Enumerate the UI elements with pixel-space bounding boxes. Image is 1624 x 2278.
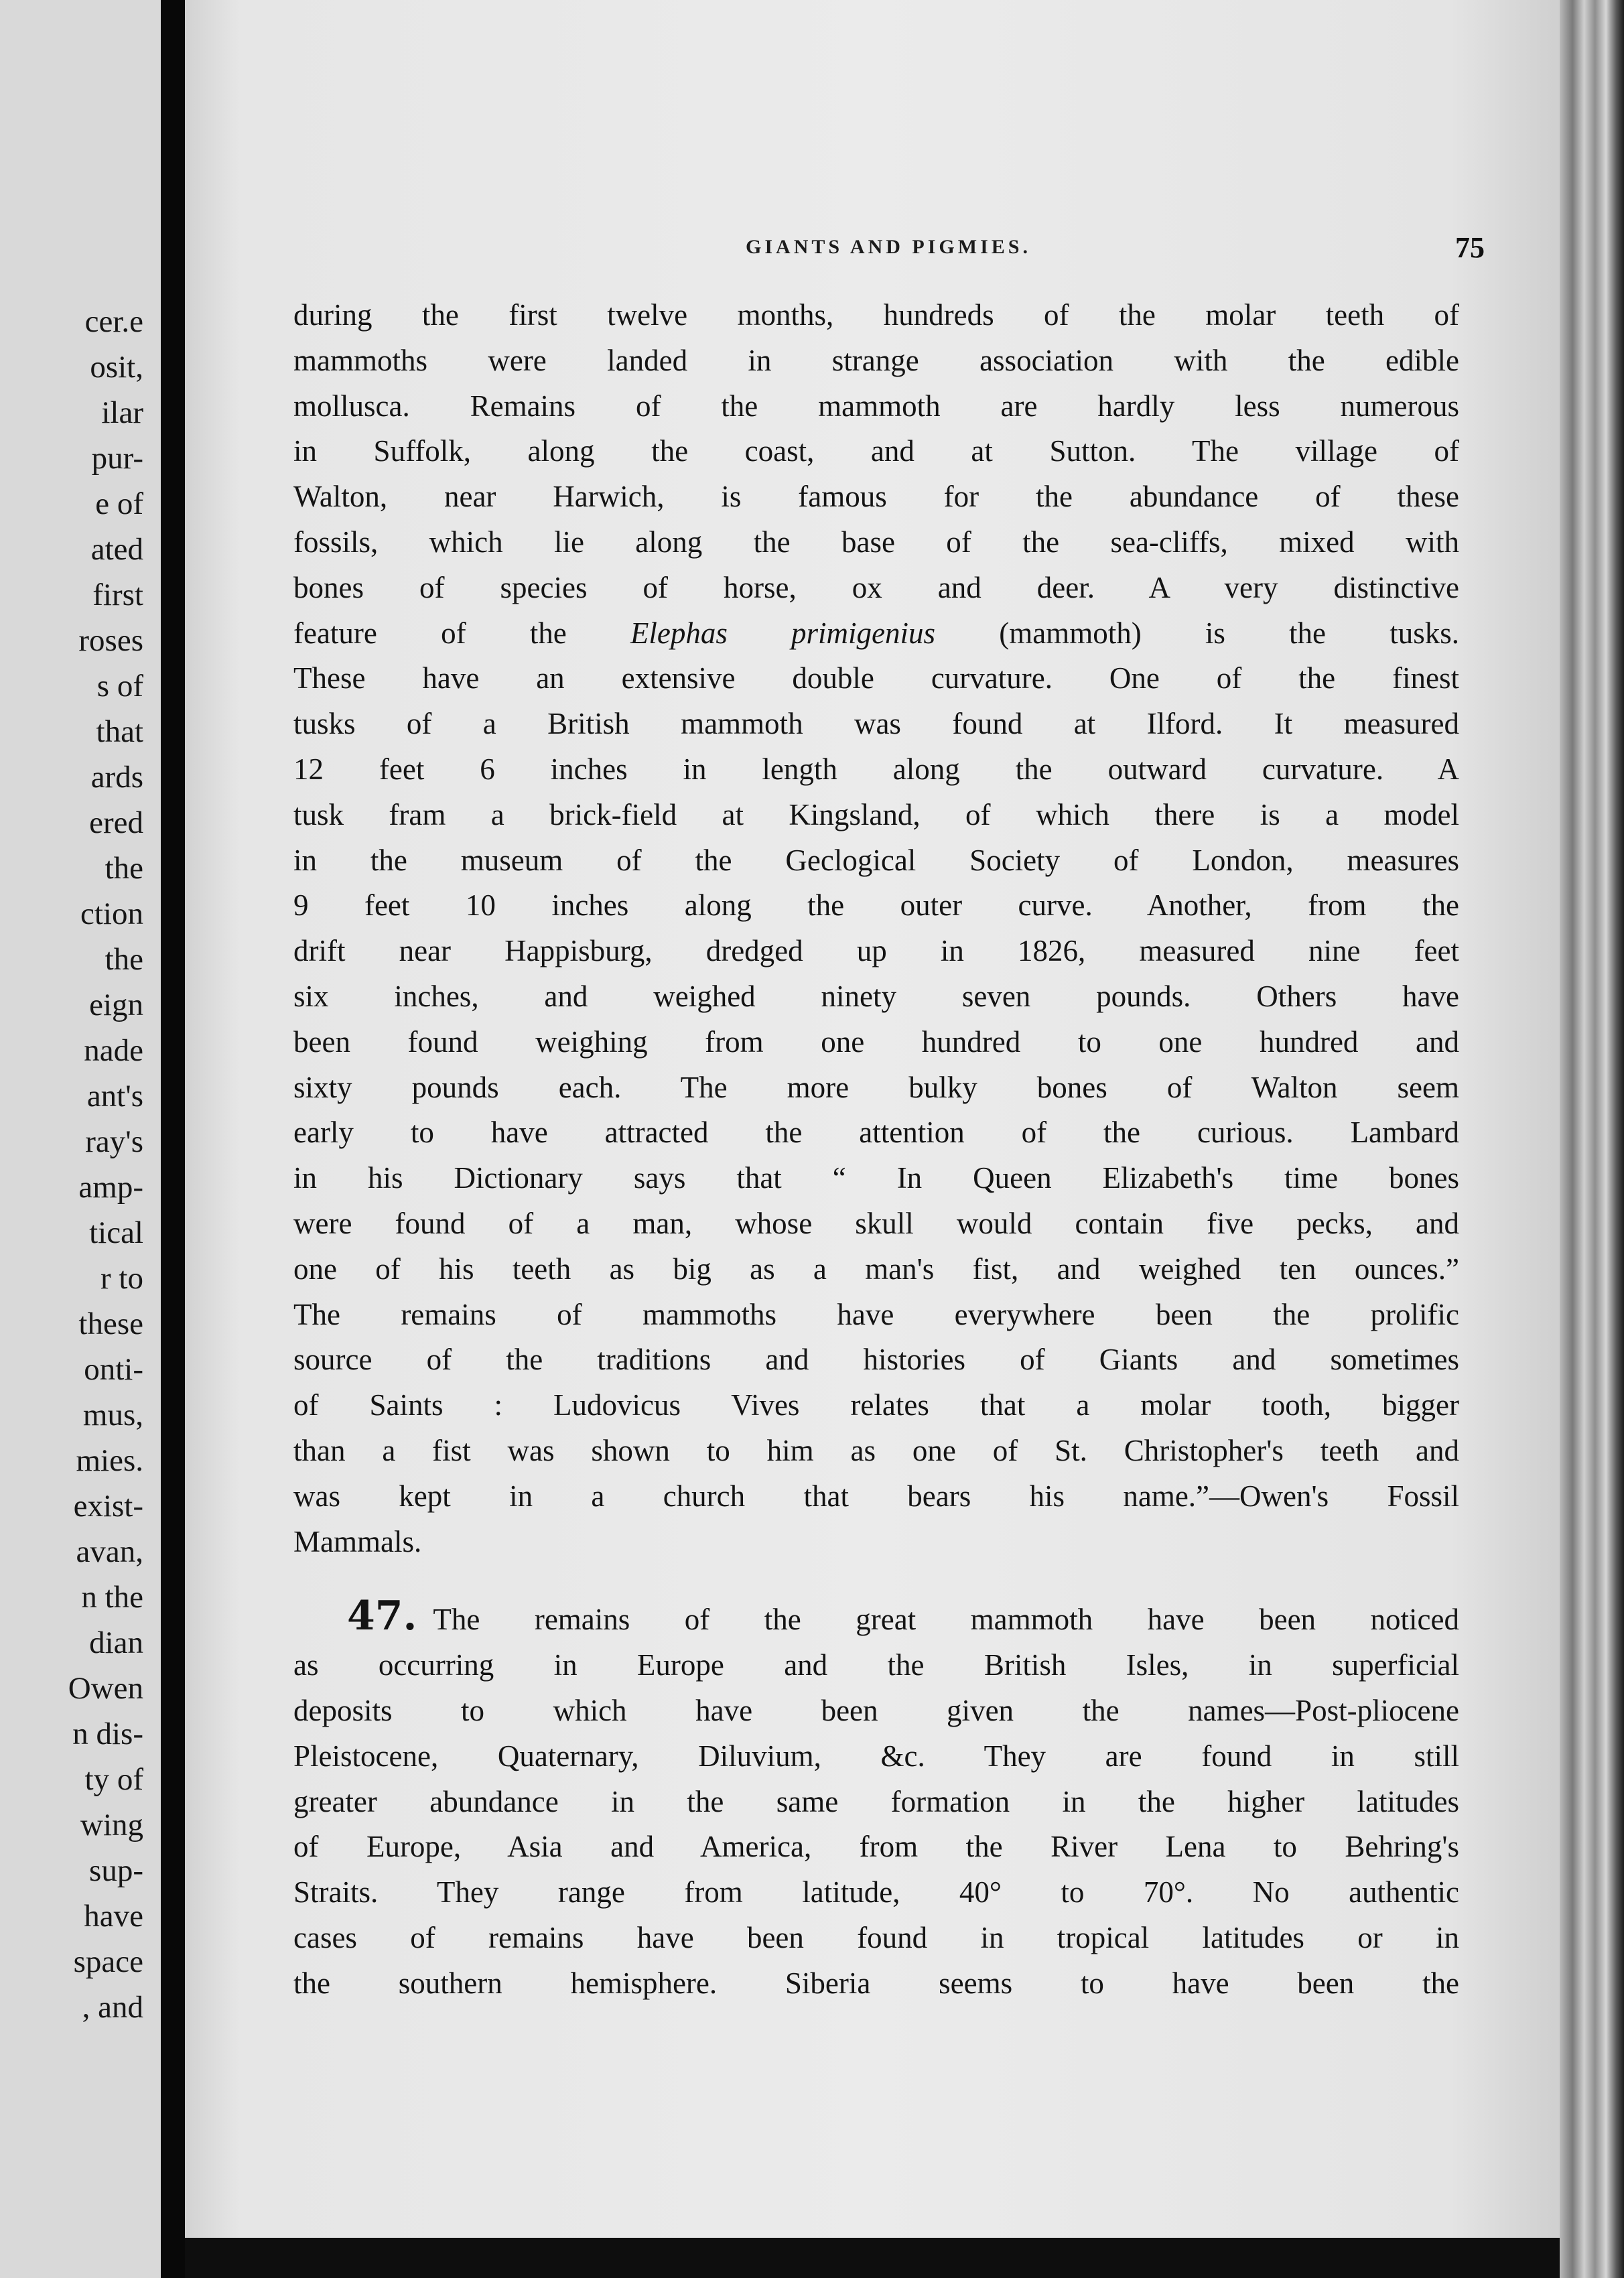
facing-page-fragment-line: the xyxy=(105,942,143,977)
text-line: were found of a man, whose skull would contain five pecks, and xyxy=(293,1206,1459,1240)
text-line: of Europe, Asia and America, from the River Lena to Behring's xyxy=(293,1830,1459,1864)
text-line: sixty pounds each. The more bulky bones of Walton seem xyxy=(293,1070,1459,1104)
facing-page-fragment xyxy=(0,0,161,2278)
scan-border xyxy=(185,2238,1560,2278)
facing-page-fragment-line: roses xyxy=(78,623,143,658)
italic-species-name: Elephas primigenius xyxy=(630,616,936,650)
facing-page-fragment-line: avan, xyxy=(76,1534,143,1569)
text-line: greater abundance in the same formation in the higher latitudes xyxy=(293,1784,1459,1818)
section-number: 47. xyxy=(347,1593,417,1640)
facing-page-fragment-line: ray's xyxy=(85,1124,143,1159)
page-number: 75 xyxy=(1455,231,1485,264)
facing-page-fragment-line: , and xyxy=(82,1990,143,2025)
text-line: tusk fram a brick-field at Kingsland, of which there is a model xyxy=(293,797,1459,831)
facing-page-fragment-line: amp- xyxy=(78,1170,143,1205)
text-line: Straits. They range from latitude, 40° to 70°. No authentic xyxy=(293,1875,1459,1910)
facing-page-fragment-line: dian xyxy=(89,1625,143,1660)
text-line: drift near Happisburg, dredged up in 1826, measured nine feet xyxy=(293,934,1459,968)
text-line: the southern hemisphere. Siberia seems to have been the xyxy=(293,1966,1459,2000)
text-line: source of the traditions and histories of Giants and sometimes xyxy=(293,1343,1459,1377)
facing-page-fragment-line: ty of xyxy=(84,1762,143,1797)
facing-page-fragment-line: s of xyxy=(96,669,143,704)
facing-page-fragment-line: Owen xyxy=(68,1671,143,1706)
facing-page-fragment-line: n the xyxy=(81,1580,143,1615)
book-page xyxy=(185,0,1560,2238)
facing-page-fragment-line: wing xyxy=(80,1808,143,1842)
text-line: feature of the Elephas primigenius (mammoth) is the tusks. xyxy=(293,616,1459,650)
text-line: of Saints : Ludovicus Vives relates that a molar tooth, bigger xyxy=(293,1388,1459,1422)
text-line: been found weighing from one hundred to one hundred and xyxy=(293,1024,1459,1059)
facing-page-fragment-line: onti- xyxy=(84,1352,143,1387)
text-line: tusks of a British mammoth was found at Ilford. It measured xyxy=(293,707,1459,741)
facing-page-fragment-line: ilar xyxy=(101,395,143,430)
section-first-line: 47. The remains of the great mammoth have been noticed xyxy=(347,1593,1459,1640)
facing-page-fragment-line: tical xyxy=(89,1215,143,1250)
body-text xyxy=(293,293,1459,2006)
facing-page-line-ends xyxy=(68,299,143,2030)
facing-page-fragment-line: ction xyxy=(80,896,143,931)
text-line: These have an extensive double curvature. One of the finest xyxy=(293,661,1459,695)
facing-page-fragment-line: r to xyxy=(100,1261,143,1296)
facing-page-fragment-line: ated xyxy=(90,532,143,567)
paragraph-1-part-b xyxy=(293,656,1459,1519)
running-title: GIANTS AND PIGMIES. xyxy=(746,236,1031,258)
text-line: as occurring in Europe and the British Isles, in superficial xyxy=(293,1648,1459,1682)
text-line: 9 feet 10 inches along the outer curve. Another, from the xyxy=(293,888,1459,923)
facing-page-fragment-line: that xyxy=(96,714,143,749)
paragraph-2 xyxy=(293,1643,1459,2006)
facing-page-fragment-line: ered xyxy=(89,805,143,840)
text-line: Mammals. xyxy=(293,1524,422,1558)
text-line: Pleistocene, Quaternary, Diluvium, &c. They are found in still xyxy=(293,1739,1459,1773)
facing-page-fragment-line: cer.e xyxy=(84,304,143,339)
text-line: fossils, which lie along the base of the sea-cliffs, mixed with xyxy=(293,525,1459,559)
text-line: bones of species of horse, ox and deer. A very distinctive xyxy=(293,570,1459,604)
running-head xyxy=(292,231,1485,276)
text-line: was kept in a church that bears his name.”—Owen's Fossil xyxy=(293,1479,1459,1513)
facing-page-fragment-line: sup- xyxy=(89,1853,143,1888)
text-line: deposits to which have been given the names—Post-pliocene xyxy=(293,1693,1459,1727)
facing-page-fragment-line: mies. xyxy=(76,1443,143,1478)
text-line: in the museum of the Geclogical Society of London, measures xyxy=(293,843,1459,877)
text-line: one of his teeth as big as a man's fist, and weighed ten ounces.” xyxy=(293,1252,1459,1286)
text-line: mollusca. Remains of the mammoth are hardly less numerous xyxy=(293,389,1459,423)
facing-page-fragment-line: exist- xyxy=(73,1489,143,1524)
text-line: in his Dictionary says that “ In Queen Elizabeth's time bones xyxy=(293,1161,1459,1195)
facing-page-fragment-line: osit, xyxy=(90,350,143,385)
facing-page-fragment-line: eign xyxy=(89,988,143,1022)
facing-page-fragment-line: ards xyxy=(90,760,143,795)
text-line: than a fist was shown to him as one of St. Christopher's teeth and xyxy=(293,1433,1459,1467)
text-line: 12 feet 6 inches in length along the outward curvature. A xyxy=(293,752,1459,786)
facing-page-fragment-line: pur- xyxy=(91,441,143,476)
facing-page-fragment-line: first xyxy=(92,578,143,612)
facing-page-fragment-line: have xyxy=(84,1899,143,1934)
text-line: early to have attracted the attention of the curious. Lambard xyxy=(293,1116,1459,1150)
text-line: in Suffolk, along the coast, and at Sutton. The village of xyxy=(293,434,1459,468)
page-edges xyxy=(1560,0,1624,2278)
facing-page-fragment-line: space xyxy=(73,1944,143,1979)
text-line: six inches, and weighed ninety seven pounds. Others have xyxy=(293,979,1459,1013)
text-line: Walton, near Harwich, is famous for the abundance of these xyxy=(293,480,1459,514)
facing-page-fragment-line: the xyxy=(105,851,143,886)
text-line: cases of remains have been found in tropical latitudes or in xyxy=(293,1920,1459,1954)
paragraph-1-part-a xyxy=(293,293,1459,611)
book-gutter xyxy=(161,0,185,2278)
text-line: mammoths were landed in strange association with the edible xyxy=(293,343,1459,377)
text-line: The remains of mammoths have everywhere been the prolific xyxy=(293,1297,1459,1331)
facing-page-fragment-line: n dis- xyxy=(72,1717,143,1751)
facing-page-fragment-line: these xyxy=(78,1306,143,1341)
facing-page-fragment-line: ant's xyxy=(86,1079,143,1114)
text-line: during the first twelve months, hundreds of the molar teeth of xyxy=(293,298,1459,332)
facing-page-fragment-line: nade xyxy=(84,1033,143,1068)
facing-page-fragment-line: mus, xyxy=(82,1398,143,1432)
facing-page-fragment-line: e of xyxy=(95,486,143,521)
